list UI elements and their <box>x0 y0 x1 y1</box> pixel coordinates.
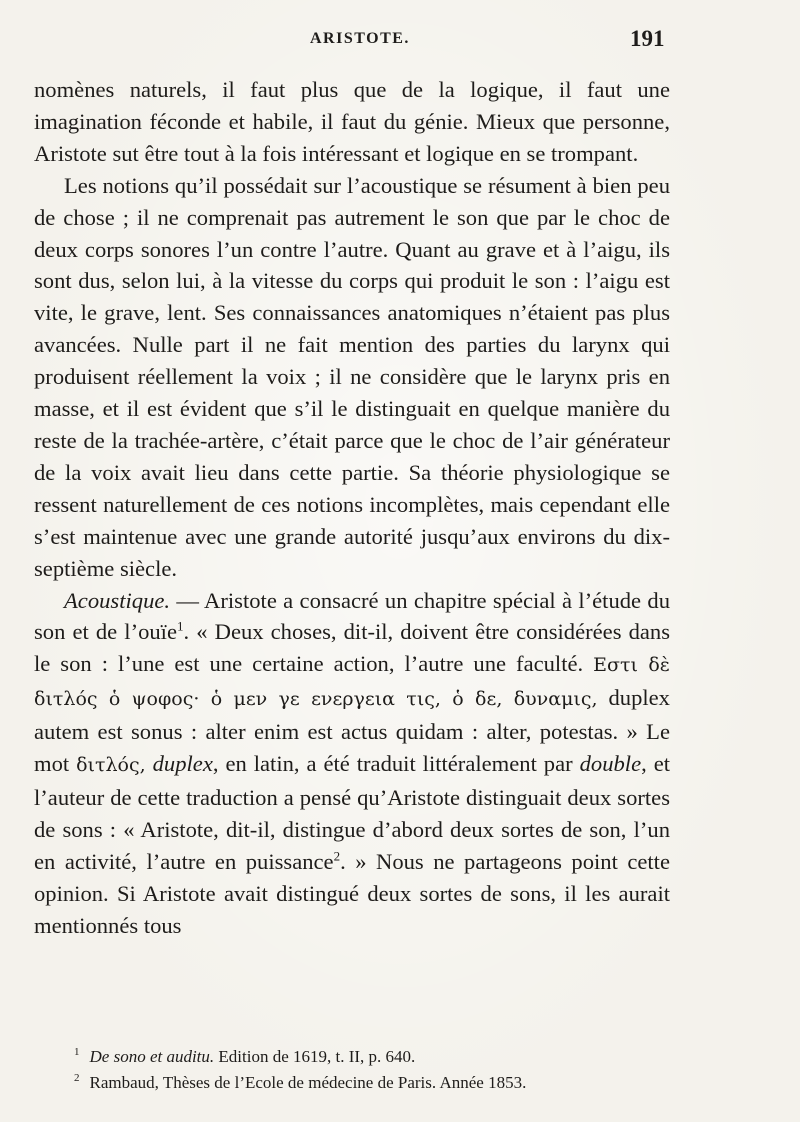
paragraph-acoustics-notions: Les notions qu’il possédait sur l’acoustique se résument à bien peu de chose ; il ne comprenait pas autrement le son que par le choc de deux corps sonores l’un contre l’autre. Quant au grave et à l’aigu, ils sont dus, selon lui, à la vitesse du corps qui produit le son : l’aigu est vite, le grave, lent. Ses connaissances anatomiques n’étaient pas plus avancées. Nulle part il ne fait mention des parties du larynx qui produisent réellement la voix ; il ne considère que le larynx pris en masse, et il est évident que s’il le distinguait en quelque manière du reste de la trachée-artère, c’était parce que le choc de l’air générateur de la voix avait lieu dans cette partie. Sa théorie physiologique se ressent naturellement de ces notions incomplètes, mais cependant elle s’est maintenue avec une grande autorité jusqu’aux environs du dix-septième siècle. <box>34 172 670 581</box>
paragraph-acoustique <box>34 585 670 942</box>
footnote-reference-2: 2 <box>333 848 341 864</box>
italic-word-duplex: duplex <box>152 751 213 777</box>
page-number: 191 <box>630 26 665 51</box>
footnote-1 <box>74 1044 674 1070</box>
paragraph-continuation: nomènes naturels, il faut plus que de la logique, il faut une imagination féconde et habile, il faut du génie. Mieux que personne, Aristote sut être tout à la fois intéressant et logique en se trompant. <box>34 77 670 166</box>
text-run: , et l’auteur de cette traduction a pensé qu’Aristote distinguait deux sortes de sons : « Aristote, dit-il, distingue d’abord deux sortes de son, l’un en activité, l’autre en puissance <box>34 751 671 874</box>
greek-word: διτλός, <box>76 754 146 777</box>
footnote-marker: 2 <box>74 1072 80 1085</box>
footnote-text: Rambaud, Thèses de l’Ecole de médecine de Paris. Année 1853. <box>89 1073 527 1092</box>
footnote-reference-1: 1 <box>177 618 184 634</box>
footnote-text: Edition de 1619, t. II, p. 640. <box>214 1047 416 1066</box>
text-run: . » Nous ne partageons point cette opinion. Si Aristote avait distingué deux sortes de sons, il les aurait mentionnés tous <box>34 848 670 938</box>
greek-quotation: Εστι δὲ διτλός ὁ ψοφος· ὁ μεν γε ενεργεια τις, ὁ δε, δυναμις, <box>34 654 670 711</box>
footnote-marker: 1 <box>74 1046 80 1059</box>
italic-word-double: double <box>579 751 642 777</box>
footnotes <box>74 1044 674 1096</box>
text-run: . « Deux choses, dit-il, doivent être considérées dans le son : l’une est une certaine action, l’autre une faculté. <box>34 619 670 677</box>
section-heading-acoustique: Acoustique. <box>64 587 171 613</box>
main-text <box>34 74 670 941</box>
footnote-title: De sono et auditu. <box>89 1047 215 1066</box>
text-run: , en latin, a été traduit littéralement par <box>212 751 580 777</box>
text-run: — Aristote a consacré un chapitre spécial à l’étude du son et de l’ouïe <box>34 587 670 645</box>
text-run <box>146 751 153 776</box>
text-run: duplex autem est sonus : alter enim est actus quidam : alter, potestas. » Le mot <box>34 685 670 777</box>
running-title: ARISTOTE. <box>310 30 410 47</box>
footnote-2 <box>74 1070 674 1096</box>
